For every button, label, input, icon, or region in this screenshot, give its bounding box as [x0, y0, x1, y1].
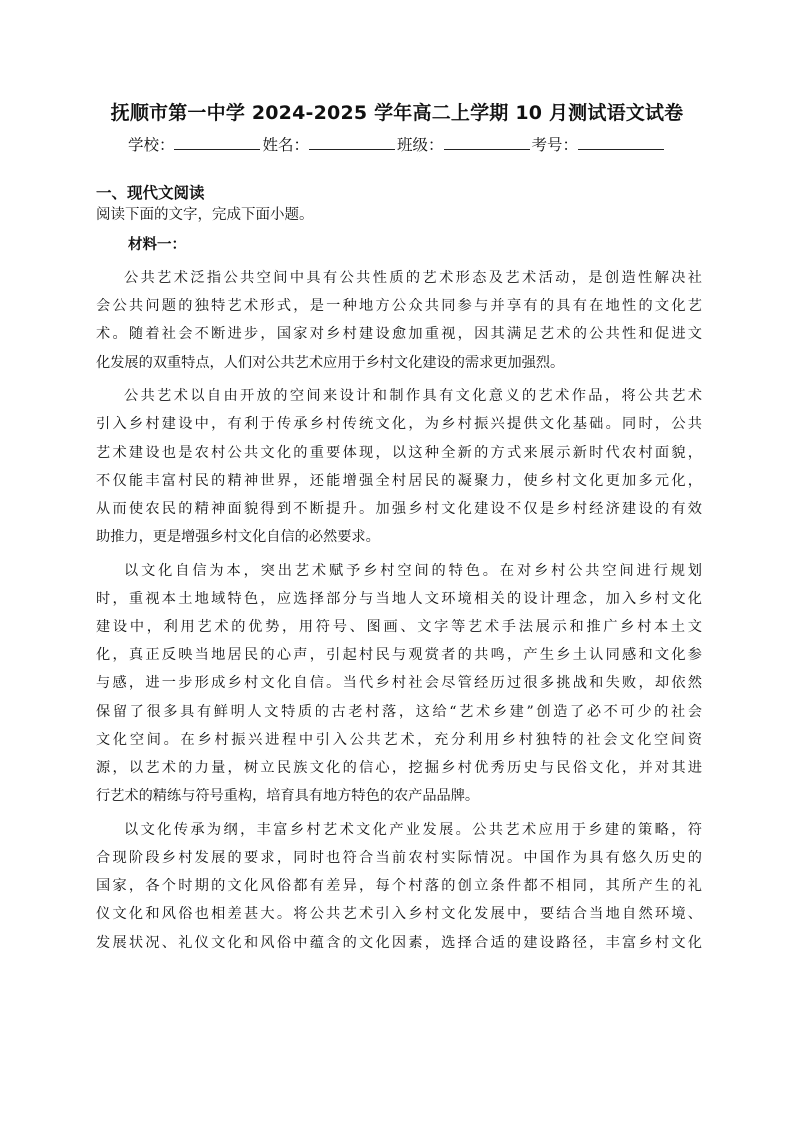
- paragraph-line: 源，以艺术的力量，树立民族文化的信心，挖掘乡村优秀历史与民俗文化，并对其进: [96, 760, 702, 777]
- article-paragraph: [96, 264, 702, 377]
- paragraph-line: 行艺术的精练与符号重构，培育具有地方特色的农产品品牌。: [96, 788, 480, 805]
- section-heading: 一、现代文阅读: [96, 184, 205, 202]
- paragraph-line: 仪文化和风俗也相差甚大。将公共艺术引入乡村文化发展中，要结合当地自然环境、: [96, 906, 702, 923]
- paragraph-line: 术。随着社会不断进步，国家对乡村建设愈加重视，因其满足艺术的公共性和促进文: [96, 326, 702, 343]
- paragraph-line: 不仅能丰富村民的精神世界，还能增强全村居民的凝聚力，使乡村文化更加多元化，: [96, 472, 702, 489]
- class-label: 班级：: [397, 136, 444, 154]
- paragraph-line: 以文化自信为本，突出艺术赋予乡村空间的特色。在对乡村公共空间进行规划: [124, 562, 702, 579]
- school-label: 学校：: [127, 136, 175, 154]
- paragraph-line: 合现阶段乡村发展的要求，同时也符合当前农村实际情况。中国作为具有悠久历史的: [96, 849, 702, 866]
- paragraph-line: 保留了很多具有鲜明人文特质的古老村落，这给“艺术乡建”创造了必不可少的社会: [96, 703, 702, 720]
- article-paragraph: [96, 382, 702, 551]
- school-blank: [174, 133, 260, 150]
- exam-title: 抚顺市第一中学 2024-2025 学年高二上学期 10 月测试语文试卷: [110, 102, 684, 124]
- paragraph-line: 时，重视本土地域特色，应选择部分与当地人文环境相关的设计理念，加入乡村文化: [96, 590, 702, 607]
- class-field: [397, 133, 532, 157]
- paragraph-line: 会公共问题的独特艺术形式，是一种地方公众共同参与并享有的具有在地性的文化艺: [96, 298, 702, 315]
- paragraph-line: 发展状况、礼仪文化和风俗中蕴含的文化因素，选择合适的建设路径，丰富乡村文化: [96, 934, 702, 951]
- paragraph-line: 文化空间。在乡村振兴进程中引入公共艺术，充分利用乡村独特的社会文化空间资: [96, 731, 702, 748]
- paragraph-line: 公共艺术以自由开放的空间来设计和制作具有文化意义的艺术作品，将公共艺术: [124, 388, 702, 405]
- id-label: 考号：: [531, 136, 579, 154]
- paragraph-line: 公共艺术泛指公共空间中具有公共性质的艺术形态及艺术活动，是创造性解决社: [124, 270, 702, 286]
- article-body: [96, 264, 702, 962]
- article-paragraph: [96, 557, 702, 811]
- name-label: 姓名：: [262, 136, 309, 154]
- paragraph-line: 艺术建设也是农村公共文化的重要体现，以这种全新的方式来展示新时代农村面貌，: [96, 444, 702, 461]
- paragraph-line: 国家，各个时期的文化风俗都有差异，每个村落的创立条件都不相同，其所产生的礼: [96, 878, 702, 895]
- paragraph-line: 与感，进一步形成乡村文化自信。当代乡村社会尽管经历过很多挑战和失败，却依然: [96, 675, 702, 692]
- material-label: 材料一：: [128, 236, 186, 253]
- reading-instruction: 阅读下面的文字，完成下面小题。: [96, 207, 314, 223]
- paragraph-line: 助推力，更是增强乡村文化自信的必然要求。: [96, 529, 380, 546]
- paragraph-line: 化，真正反映当地居民的心声，引起村民与观赏者的共鸣，产生乡土认同感和文化参: [96, 647, 702, 664]
- class-blank: [444, 133, 530, 150]
- student-info-line: [0, 133, 794, 157]
- article-paragraph: [96, 816, 702, 957]
- paragraph-line: 以文化传承为纲，丰富乡村艺术文化产业发展。公共艺术应用于乡建的策略，符: [124, 821, 702, 838]
- name-blank: [309, 133, 395, 150]
- paragraph-line: 建设中，利用艺术的优势，用符号、图画、文字等艺术手法展示和推广乡村本土文: [96, 619, 702, 636]
- id-blank: [578, 133, 664, 150]
- name-field: [262, 133, 397, 157]
- paragraph-line: 从而使农民的精神面貌得到不断提升。加强乡村文化建设不仅是乡村经济建设的有效: [96, 500, 702, 517]
- paragraph-line: 引入乡村建设中，有利于传承乡村传统文化，为乡村振兴提供文化基础。同时，公共: [96, 416, 702, 433]
- paragraph-line: 化发展的双重特点，人们对公共艺术应用于乡村文化建设的需求更加强烈。: [96, 354, 565, 371]
- school-field: [128, 133, 263, 157]
- id-field: [532, 133, 667, 157]
